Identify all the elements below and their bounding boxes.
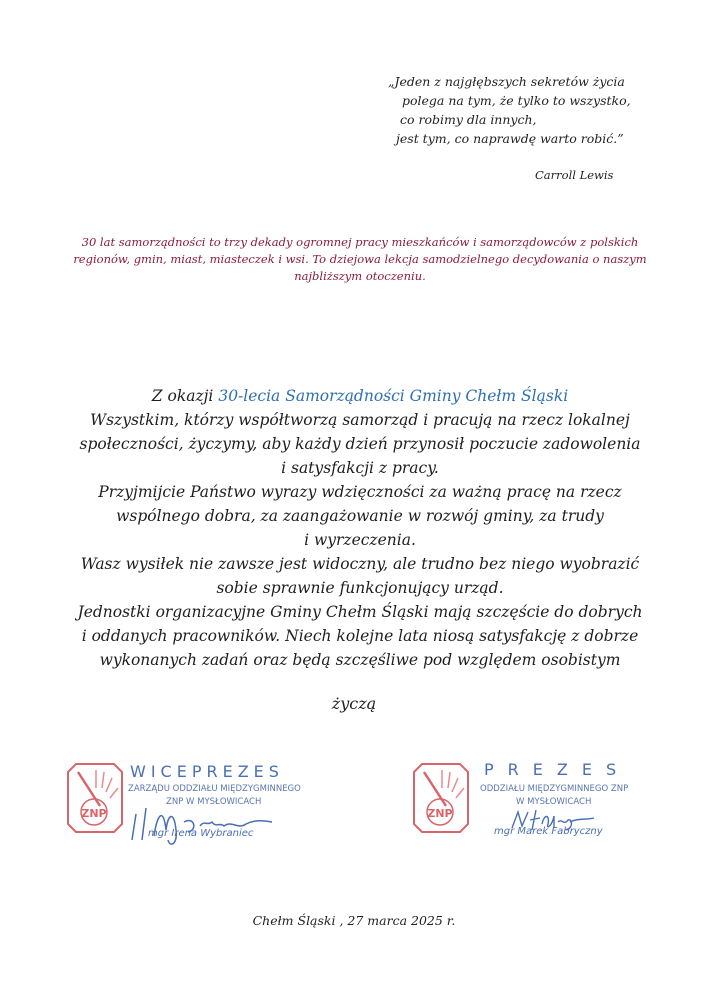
heading-prefix: Z okazji: [151, 387, 219, 405]
greeting-line: i wyrzeczenia.: [304, 531, 416, 549]
signature-title: WICEPREZES: [130, 762, 284, 781]
heading-highlight: 30-lecia Samorządności Gminy Chełm Śląski: [218, 387, 569, 405]
greeting-line: i oddanych pracowników. Niech kolejne lata niosą satysfakcję z dobrze: [81, 627, 639, 645]
intro-paragraph: 30 lat samorządności to trzy dekady ogromnej pracy mieszkańców i samorządowców z polskich regionów, gmin, miast, miasteczek i wsi. To dziejowa lekcja samodzielnego decydowania o naszym najbliższym otoczeniu.: [73, 235, 647, 283]
quote-line: co robimy dla innych,: [400, 112, 537, 127]
signature-block-president: [412, 762, 652, 852]
main-greeting: [60, 384, 660, 672]
quote-line: „Jeden z najgłębszych sekretów życia: [388, 74, 625, 89]
greeting-line: i satysfakcji z pracy.: [281, 459, 439, 477]
greeting-line: wykonanych zadań oraz będą szczęśliwe pod względem osobistym: [99, 651, 621, 669]
place-and-date: Chełm Śląski , 27 marca 2025 r.: [252, 913, 456, 928]
znp-stamp-icon: [66, 762, 124, 834]
signature-title: PREZES: [484, 760, 631, 779]
quote-author: Carroll Lewis: [535, 168, 614, 182]
greeting-line: wspólnego dobra, za zaangażowanie w rozwój gminy, za trudy: [116, 507, 604, 525]
greeting-heading: [60, 384, 660, 408]
signatory-name: mgr Irena Wybraniec: [148, 828, 254, 839]
quote-line: jest tym, co naprawdę warto robić.”: [396, 131, 624, 146]
greeting-line: społeczności, życzymy, aby każdy dzień przynosił poczucie zadowolenia: [79, 435, 641, 453]
signature-block-vice-president: [66, 762, 301, 852]
quote-line: polega na tym, że tylko to wszystko,: [402, 93, 631, 108]
signature-org: W MYSŁOWICACH: [516, 797, 592, 807]
signature-org: ZARZĄDU ODDZIAŁU MIĘDZYGMINNEGO: [128, 784, 301, 794]
closing-word: życzą: [331, 694, 377, 713]
signature-org: ODDZIAŁU MIĘDZYGMINNEGO ZNP: [480, 784, 629, 794]
greeting-line: sobie sprawnie funkcjonujący urząd.: [216, 579, 504, 597]
svg-text:ZNP: ZNP: [427, 807, 453, 820]
greeting-line: Jednostki organizacyjne Gminy Chełm Śląski mają szczęście do dobrych: [77, 603, 643, 621]
signatory-name: mgr Marek Fabryczny: [494, 826, 603, 837]
znp-stamp-icon: [412, 762, 470, 834]
greeting-line: Przyjmijcie Państwo wyrazy wdzięczności za ważną pracę na rzecz: [98, 483, 622, 501]
greeting-line: Wasz wysiłek nie zawsze jest widoczny, ale trudno bez niego wyobrazić: [80, 555, 640, 573]
signature-org: ZNP W MYSŁOWICACH: [166, 797, 262, 807]
handwritten-signature-icon: [128, 800, 278, 850]
greeting-line: Wszystkim, którzy współtworzą samorząd i pracują na rzecz lokalnej: [90, 411, 630, 429]
epigraph-quote: [388, 72, 648, 148]
svg-text:ZNP: ZNP: [81, 807, 107, 820]
